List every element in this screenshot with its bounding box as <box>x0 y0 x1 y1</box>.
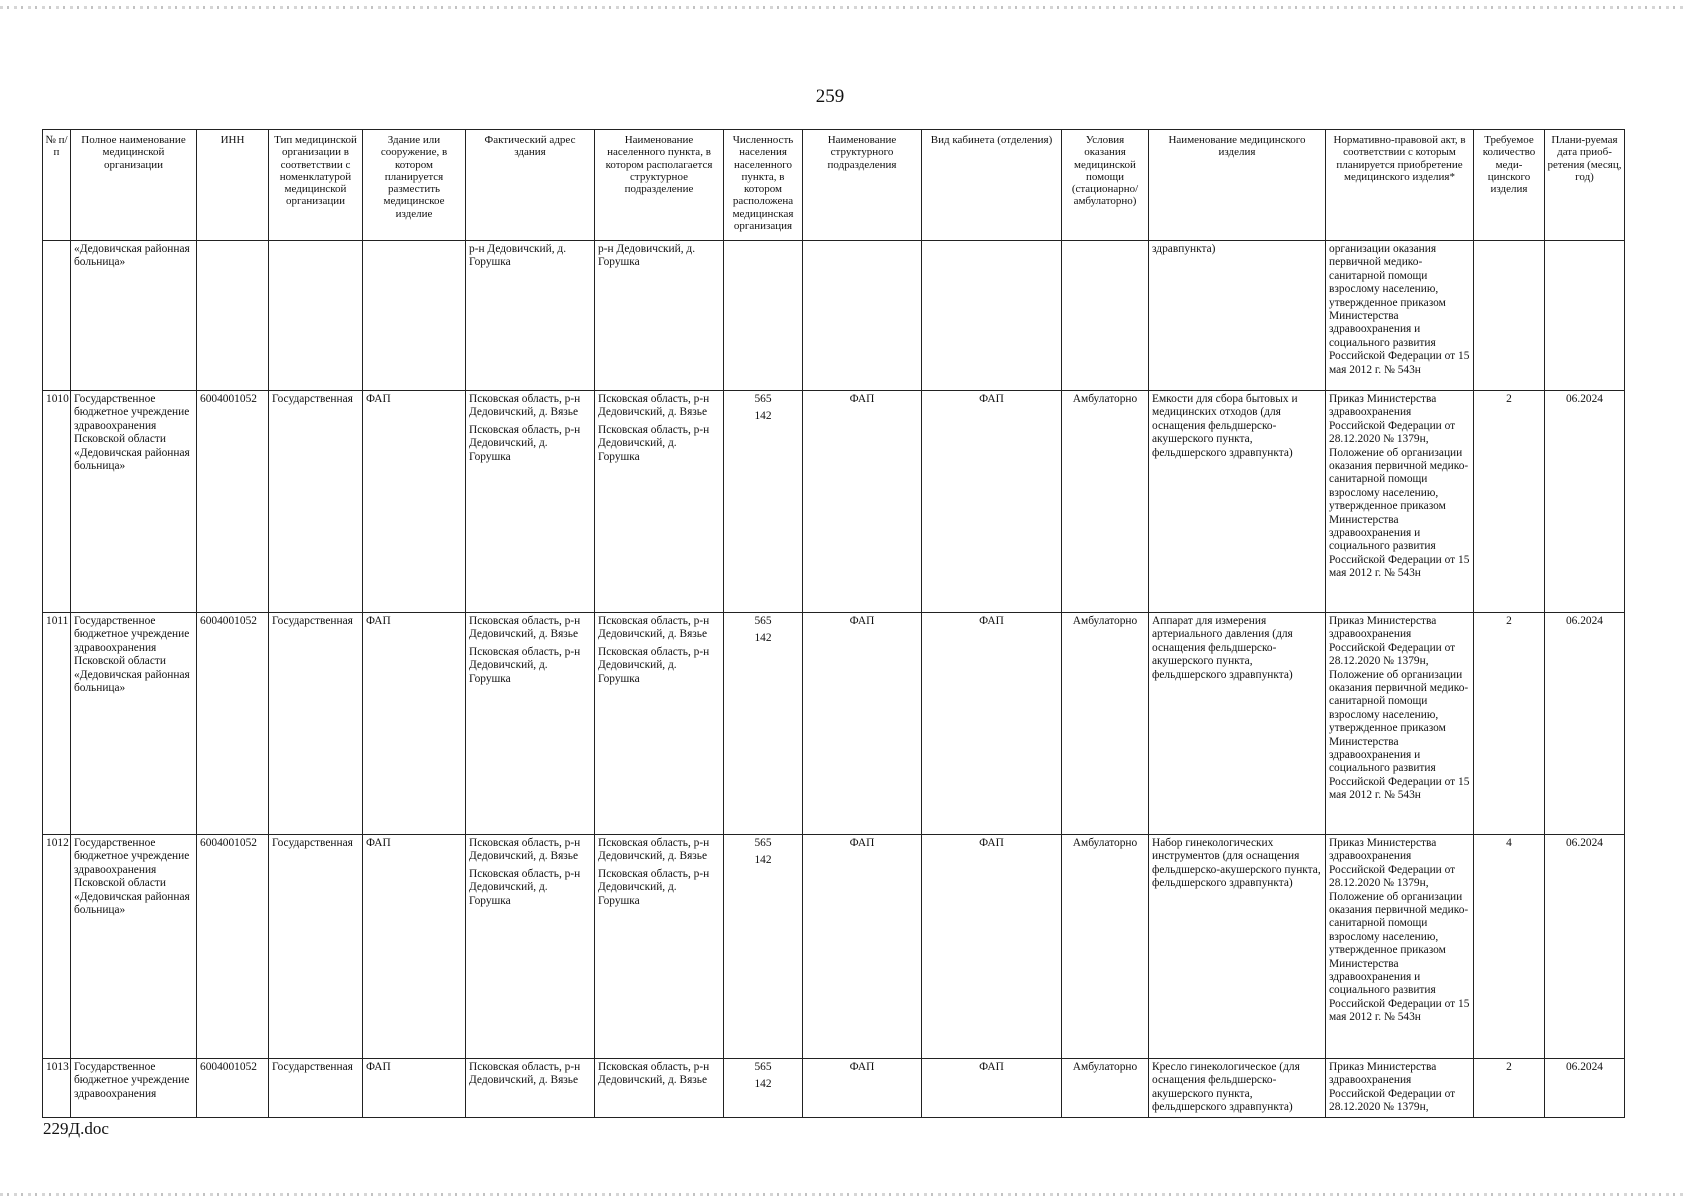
settlement-line: Псковская область, р-н Дедовичский, д. Вязье <box>598 393 710 419</box>
header-cell: Тип медицинской организации в соответствии с номенклатурой медицинской организации <box>269 130 363 241</box>
settlement-cell <box>595 1059 724 1118</box>
scan-edge-top <box>0 6 1686 9</box>
page-number: 259 <box>815 86 845 107</box>
device-cell: Емкости для сбора бытовых и медицинских отходов (для оснащения фельдшерско-акушерского пункта, фельдшерского здравпункта) <box>1149 391 1326 613</box>
header-cell: Вид кабинета (отделения) <box>922 130 1062 241</box>
building-cell: ФАП <box>363 613 466 835</box>
address-cell <box>466 1059 595 1118</box>
header-cell: Условия оказания медицинской помощи (стационарно/ амбулаторно) <box>1062 130 1149 241</box>
header-cell: Фактический адрес здания <box>466 130 595 241</box>
row-number: 1011 <box>43 613 71 835</box>
address-line: Псковская область, р-н Дедовичский, д. Горушка <box>469 423 581 463</box>
building-cell: ФАП <box>363 391 466 613</box>
inn-cell: 6004001052 <box>197 391 269 613</box>
inn-cell: 6004001052 <box>197 613 269 835</box>
cabinet-cell: ФАП <box>922 613 1062 835</box>
header-cell: № п/п <box>43 130 71 241</box>
act-cell: Приказ Министерства здравоохранения Российской Федерации от 28.12.2020 № 1379н, <box>1326 1059 1474 1118</box>
population-value: 565 <box>754 837 772 849</box>
row-number: 1010 <box>43 391 71 613</box>
population-cell <box>724 835 803 1059</box>
org-cell: Государственное бюджетное учреждение здравоохранения Псковской области «Дедовичская районная больница» <box>71 835 197 1059</box>
type-cell: Государственная <box>269 1059 363 1118</box>
address-cell <box>466 835 595 1059</box>
settlement-cell: р-н Дедовичский, д. Горушка <box>595 241 724 391</box>
header-cell: Наименование медицинского изделия <box>1149 130 1326 241</box>
cabinet-cell: ФАП <box>922 391 1062 613</box>
header-cell: Полное наименование медицинской организации <box>71 130 197 241</box>
table-row-continuation <box>43 241 1625 391</box>
table-row <box>43 1059 1625 1118</box>
header-cell: Требуемое количество меди-цинского изделия <box>1474 130 1545 241</box>
population-value: 565 <box>754 1061 772 1073</box>
equipment-table <box>42 129 1625 1118</box>
cabinet-cell: ФАП <box>922 1059 1062 1118</box>
unit-cell: ФАП <box>803 835 922 1059</box>
address-cell: р-н Дедовичский, д. Горушка <box>466 241 595 391</box>
header-cell: Наименование населенного пункта, в котором располагается структурное подразделение <box>595 130 724 241</box>
inn-cell: 6004001052 <box>197 1059 269 1118</box>
settlement-cell <box>595 391 724 613</box>
conditions-cell: Амбулаторно <box>1062 1059 1149 1118</box>
org-cell: «Дедовичская районная больница» <box>71 241 197 391</box>
settlement-line: Псковская область, р-н Дедовичский, д. Вязье <box>598 1061 710 1087</box>
table-row <box>43 835 1625 1059</box>
unit-cell: ФАП <box>803 613 922 835</box>
row-number: 1013 <box>43 1059 71 1118</box>
quantity-cell: 4 <box>1474 835 1545 1059</box>
cabinet-cell: ФАП <box>922 835 1062 1059</box>
quantity-cell: 2 <box>1474 1059 1545 1118</box>
device-cell: Кресло гинекологическое (для оснащения фельдшерско-акушерского пункта, фельдшерского здравпункта) <box>1149 1059 1326 1118</box>
act-cell: организации оказания первичной медико-санитарной помощи взрослому населению, утвержденное приказом Министерства здравоохранения и социального развития Российской Федерации от 15 мая 2012 г. № 543н <box>1326 241 1474 391</box>
type-cell: Государственная <box>269 613 363 835</box>
type-cell: Государственная <box>269 835 363 1059</box>
header-cell: Нормативно-правовой акт, в соответствии с которым планируется приобретение медицинского изделия* <box>1326 130 1474 241</box>
date-cell: 06.2024 <box>1545 613 1625 835</box>
quantity-cell: 2 <box>1474 391 1545 613</box>
unit-cell: ФАП <box>803 391 922 613</box>
act-cell: Приказ Министерства здравоохранения Российской Федерации от 28.12.2020 № 1379н, Положение об организации оказания первичной медико-санитарной помощи взрослому населению, утвержденное приказом Министерства здравоохранения и социального развития Российской Федерации от 15 мая 2012 г. № 543н <box>1326 613 1474 835</box>
org-cell: Государственное бюджетное учреждение здравоохранения <box>71 1059 197 1118</box>
population-value: 142 <box>754 1078 772 1091</box>
conditions-cell: Амбулаторно <box>1062 391 1149 613</box>
header-cell: ИНН <box>197 130 269 241</box>
address-cell <box>466 391 595 613</box>
date-cell: 06.2024 <box>1545 1059 1625 1118</box>
row-number: 1012 <box>43 835 71 1059</box>
population-cell <box>724 391 803 613</box>
table-row <box>43 613 1625 835</box>
device-cell: Аппарат для измерения артериального давления (для оснащения фельдшерско-акушерского пункта, фельдшерского здравпункта) <box>1149 613 1326 835</box>
conditions-cell: Амбулаторно <box>1062 835 1149 1059</box>
population-cell <box>724 1059 803 1118</box>
date-cell: 06.2024 <box>1545 835 1625 1059</box>
population-value: 142 <box>754 410 772 423</box>
device-cell: здравпункта) <box>1149 241 1326 391</box>
building-cell: ФАП <box>363 835 466 1059</box>
conditions-cell: Амбулаторно <box>1062 613 1149 835</box>
settlement-cell <box>595 613 724 835</box>
population-value: 565 <box>754 615 772 627</box>
address-line: Псковская область, р-н Дедовичский, д. Горушка <box>469 645 581 685</box>
building-cell: ФАП <box>363 1059 466 1118</box>
table-row <box>43 391 1625 613</box>
settlement-line: Псковская область, р-н Дедовичский, д. Горушка <box>598 645 710 685</box>
unit-cell: ФАП <box>803 1059 922 1118</box>
address-cell <box>466 613 595 835</box>
footer-filename: 229Д.doc <box>43 1119 109 1138</box>
header-cell: Численность населения населенного пункта, в котором расположена медицинская организация <box>724 130 803 241</box>
quantity-cell: 2 <box>1474 613 1545 835</box>
header-cell: Плани-руемая дата приоб-ретения (месяц, год) <box>1545 130 1625 241</box>
header-cell: Наименование структурного подразделения <box>803 130 922 241</box>
device-cell: Набор гинекологических инструментов (для оснащения фельдшерско-акушерского пункта, фельдшерского здравпункта) <box>1149 835 1326 1059</box>
address-line: Псковская область, р-н Дедовичский, д. Горушка <box>469 867 581 907</box>
table-header-row <box>43 130 1625 241</box>
settlement-cell <box>595 835 724 1059</box>
population-cell <box>724 613 803 835</box>
address-line: Псковская область, р-н Дедовичский, д. Вязье <box>469 615 581 641</box>
settlement-line: Псковская область, р-н Дедовичский, д. Вязье <box>598 837 710 863</box>
header-cell: Здание или сооружение, в котором планируется разместить медицинское изделие <box>363 130 466 241</box>
act-cell: Приказ Министерства здравоохранения Российской Федерации от 28.12.2020 № 1379н, Положение об организации оказания первичной медико-санитарной помощи взрослому населению, утвержденное приказом Министерства здравоохранения и социального развития Российской Федерации от 15 мая 2012 г. № 543н <box>1326 835 1474 1059</box>
population-value: 142 <box>754 854 772 867</box>
inn-cell: 6004001052 <box>197 835 269 1059</box>
address-line: Псковская область, р-н Дедовичский, д. Вязье <box>469 1061 581 1087</box>
population-value: 142 <box>754 632 772 645</box>
scan-edge-bottom <box>0 1193 1686 1196</box>
settlement-line: Псковская область, р-н Дедовичский, д. Горушка <box>598 867 710 907</box>
settlement-line: Псковская область, р-н Дедовичский, д. Вязье <box>598 615 710 641</box>
type-cell: Государственная <box>269 391 363 613</box>
act-cell: Приказ Министерства здравоохранения Российской Федерации от 28.12.2020 № 1379н, Положение об организации оказания первичной медико-санитарной помощи взрослому населению, утвержденное приказом Министерства здравоохранения и социального развития Российской Федерации от 15 мая 2012 г. № 543н <box>1326 391 1474 613</box>
settlement-line: Псковская область, р-н Дедовичский, д. Горушка <box>598 423 710 463</box>
address-line: Псковская область, р-н Дедовичский, д. Вязье <box>469 393 581 419</box>
org-cell: Государственное бюджетное учреждение здравоохранения Псковской области «Дедовичская районная больница» <box>71 613 197 835</box>
org-cell: Государственное бюджетное учреждение здравоохранения Псковской области «Дедовичская районная больница» <box>71 391 197 613</box>
address-line: Псковская область, р-н Дедовичский, д. Вязье <box>469 837 581 863</box>
date-cell: 06.2024 <box>1545 391 1625 613</box>
population-value: 565 <box>754 393 772 405</box>
